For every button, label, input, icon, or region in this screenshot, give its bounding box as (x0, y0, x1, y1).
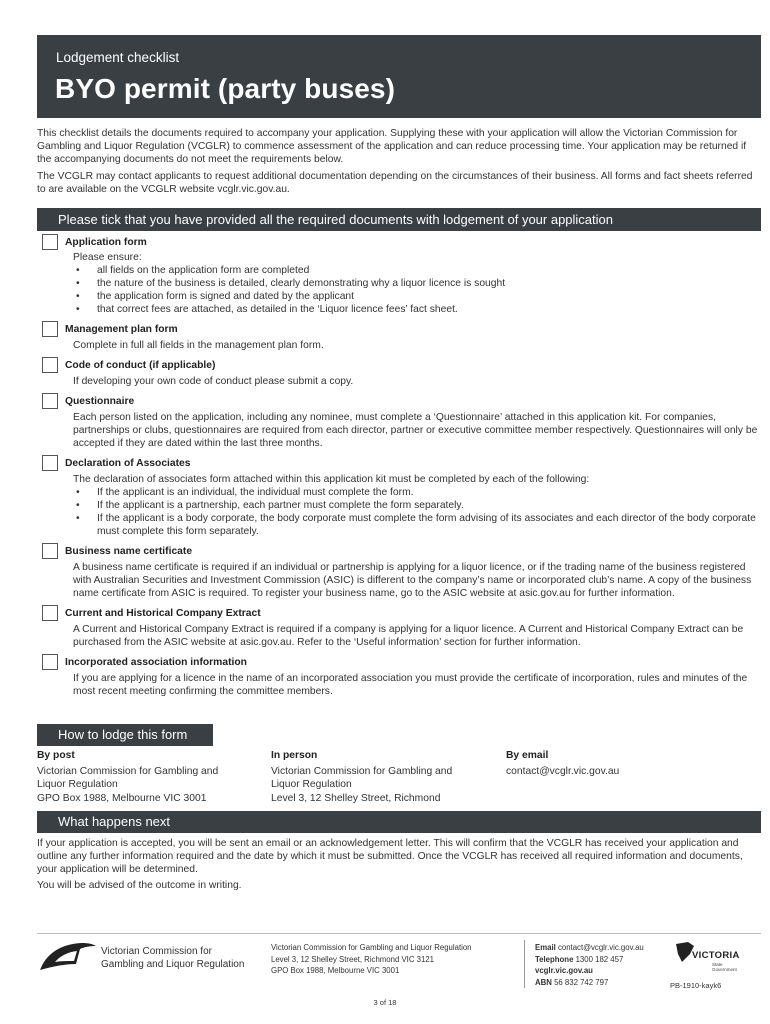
lodge-option-line: Liquor Regulation (37, 779, 118, 790)
footer-vertical-divider (524, 940, 525, 988)
logo-line: Gambling and Liquor Regulation (101, 958, 245, 970)
lodge-option-line: Victorian Commission for Gambling and (37, 765, 219, 777)
checklist-item-body: Each person listed on the application, including any nominee, must complete a ‘Questionnaire’ attached in this application kit. For companies, partnerships or clubs, questionnaires are required from each director, partner or executive committee member respectively. Questionnaires will only be accepted if they are dated within the last three months. (73, 412, 758, 449)
requirements-heading: Please tick that you have provided all the required documents with lodgement of your application (37, 208, 761, 231)
checklist-item-title: Declaration of Associates (65, 458, 191, 469)
list-item: • all fields on the application form are completed (73, 264, 761, 277)
vcglr-logo (38, 940, 248, 980)
checklist-item-body: If you are applying for a licence in the name of an incorporated association you must provide the certificate of incorporation, rules and minutes of the most recent meeting confirming the committee members. (73, 673, 748, 697)
lodge-option-heading: In person (271, 750, 318, 761)
page-number: 3 of 18 (373, 998, 397, 1007)
footer-address-line: Level 3, 12 Shelley Street, Richmond VIC 3121 (271, 954, 434, 964)
lodge-option-heading: By post (37, 750, 75, 761)
checklist-item-body: If developing your own code of conduct please submit a copy. (73, 376, 354, 387)
checklist-item-body (65, 473, 761, 538)
footer-email-label: Email (535, 943, 556, 952)
checklist-item-company-extract (37, 605, 761, 649)
questionnaire-checkbox[interactable] (42, 393, 58, 409)
lodge-option-heading: By email (506, 750, 549, 761)
footer-contact (535, 942, 644, 988)
lodge-option-line: Level 3, 12 Shelley Street, Richmond (271, 792, 441, 804)
list-item: • that correct fees are attached, as detailed in the ‘Liquor licence fees’ fact sheet. (73, 303, 761, 316)
bullet-list (73, 264, 761, 316)
footer-address (271, 942, 472, 977)
list-item: • If the applicant is an individual, the individual must complete the form. (73, 486, 761, 499)
state-government-text (712, 962, 737, 972)
footer-email-link[interactable]: contact@vcglr.vic.gov.au (557, 943, 644, 952)
victoria-wordmark: VICTORIA (692, 950, 740, 961)
lodge-option-line: GPO Box 1988, Melbourne VIC 3001 (37, 792, 207, 804)
checklist-item-title: Current and Historical Company Extract (65, 608, 261, 619)
checklist-item-title: Business name certificate (65, 546, 193, 557)
footer-divider (37, 933, 761, 934)
list-item: • the application form is signed and dated by the applicant (73, 290, 761, 303)
intro-paragraph-1: This checklist details the documents required to accompany your application. Supplying these with your application will allow the Victorian Commission for Gambling and Liquor Regulation (VCGLR) to commence assessment of the application and can reduce processing time. Your application may be returned if the accompanying documents do not meet the requirements below. (37, 128, 747, 166)
footer-phone-row (535, 954, 644, 966)
list-item: • If the applicant is a partnership, each partner must complete the form separately. (73, 499, 761, 512)
company-extract-checkbox[interactable] (42, 605, 58, 621)
checklist-item-code-of-conduct (37, 357, 761, 388)
checklist-item-management-plan (37, 321, 761, 352)
footer-abn: 56 832 742 797 (554, 977, 609, 987)
footer-web-link[interactable]: vcglr.vic.gov.au (535, 966, 593, 975)
header-eyebrow: Lodgement checklist (56, 50, 180, 65)
victoria-state-government-logo (676, 940, 742, 976)
footer-email-row (535, 942, 644, 954)
logo-line: Victorian Commission for (101, 946, 212, 957)
logo-text (101, 946, 244, 971)
lodge-by-post (37, 749, 262, 805)
page-title: BYO permit (party buses) (55, 73, 396, 104)
publication-code: PB-1910-kayk6 (670, 981, 722, 990)
incorporated-checkbox[interactable] (42, 654, 58, 670)
checklist-item-business-name (37, 543, 761, 600)
checklist-item-incorporated (37, 654, 761, 698)
application-form-checkbox[interactable] (42, 234, 58, 250)
email-link[interactable]: contact@vcglr.vic.gov.au (506, 765, 620, 777)
checklist-item-title: Questionnaire (65, 396, 135, 407)
footer-web-row (535, 965, 644, 977)
vcglr-swoosh-icon (38, 940, 98, 974)
state-government-line: State (712, 962, 723, 967)
state-government-line: Government (712, 967, 737, 972)
what-happens-next-heading: What happens next (37, 811, 761, 833)
checklist-item-title: Management plan form (65, 324, 178, 335)
lodge-option-line: Victorian Commission for Gambling and (271, 765, 453, 777)
intro-text (37, 127, 759, 199)
page-header (37, 35, 761, 118)
lodge-by-email (506, 749, 736, 778)
list-item: • If the applicant is a body corporate, the body corporate must complete the form advising of its associates and each director of the body corporate must complete this form separately. (73, 512, 761, 538)
checklist-item-title: Application form (65, 237, 147, 248)
next-steps-text (37, 837, 759, 895)
how-to-lodge-heading: How to lodge this form (37, 724, 213, 746)
checklist-item-application-form (37, 234, 761, 316)
management-plan-checkbox[interactable] (42, 321, 58, 337)
checklist-item-body: Complete in full all fields in the management plan form. (73, 340, 324, 351)
checklist-item-body: A business name certificate is required if an individual or partnership is applying for a liquor licence, or if the trading name of the business registered with Australian Securities and Investment Commission (ASIC) is different to the company’s name or incorporated club’s name. A copy of the business name certificate from ASIC is required. To register your business name, go to the ASIC website at asic.gov.au for further information. (73, 562, 752, 599)
checklist-item-intro: Please ensure: (73, 252, 142, 263)
lodge-in-person (271, 749, 501, 805)
next-paragraph-1: If your application is accepted, you will be sent an email or an acknowledgement letter. This will confirm that the VCGLR has received your application and outline any further information required and the date by which it must be submitted. Once the VCGLR has received all required information and documents, your application will be determined. (37, 838, 743, 875)
lodge-option-line: Liquor Regulation (271, 779, 352, 790)
checklist-item-questionnaire (37, 393, 761, 450)
business-name-checkbox[interactable] (42, 543, 58, 559)
footer-abn-label: ABN (535, 977, 552, 987)
footer-abn-row (535, 977, 644, 989)
intro-paragraph-2: The VCGLR may contact applicants to request additional documentation depending on the circumstances of their business. All forms and fact sheets referred to are available on the VCGLR website vcglr.vic.gov.au. (37, 170, 753, 195)
footer-phone: 1300 182 457 (575, 954, 624, 964)
code-of-conduct-checkbox[interactable] (42, 357, 58, 373)
next-paragraph-2: You will be advised of the outcome in writing. (37, 880, 242, 891)
bullet-list (73, 486, 761, 538)
checklist-item-title: Code of conduct (if applicable) (65, 360, 216, 371)
footer-address-line: Victorian Commission for Gambling and Liquor Regulation (271, 943, 472, 952)
footer-phone-label: Telephone (535, 954, 574, 964)
footer-address-line: GPO Box 1988, Melbourne VIC 3001 (271, 966, 400, 975)
checklist-item-body: A Current and Historical Company Extract is required if a company is applying for a liquor licence. A Current and Historical Company Extract can be purchased from the ASIC website at asic.gov.au. Refer to the ‘Useful information’ section for further information. (73, 624, 744, 648)
checklist-item-declaration (37, 455, 761, 538)
checklist-item-intro: The declaration of associates form attached within this application kit must be completed by each of the following: (73, 474, 590, 485)
checklist-item-title: Incorporated association information (65, 657, 247, 668)
checklist-item-body (65, 251, 761, 316)
document-checklist (37, 234, 761, 698)
declaration-checkbox[interactable] (42, 455, 58, 471)
list-item: • the nature of the business is detailed, clearly demonstrating why a liquor licence is sought (73, 277, 761, 290)
